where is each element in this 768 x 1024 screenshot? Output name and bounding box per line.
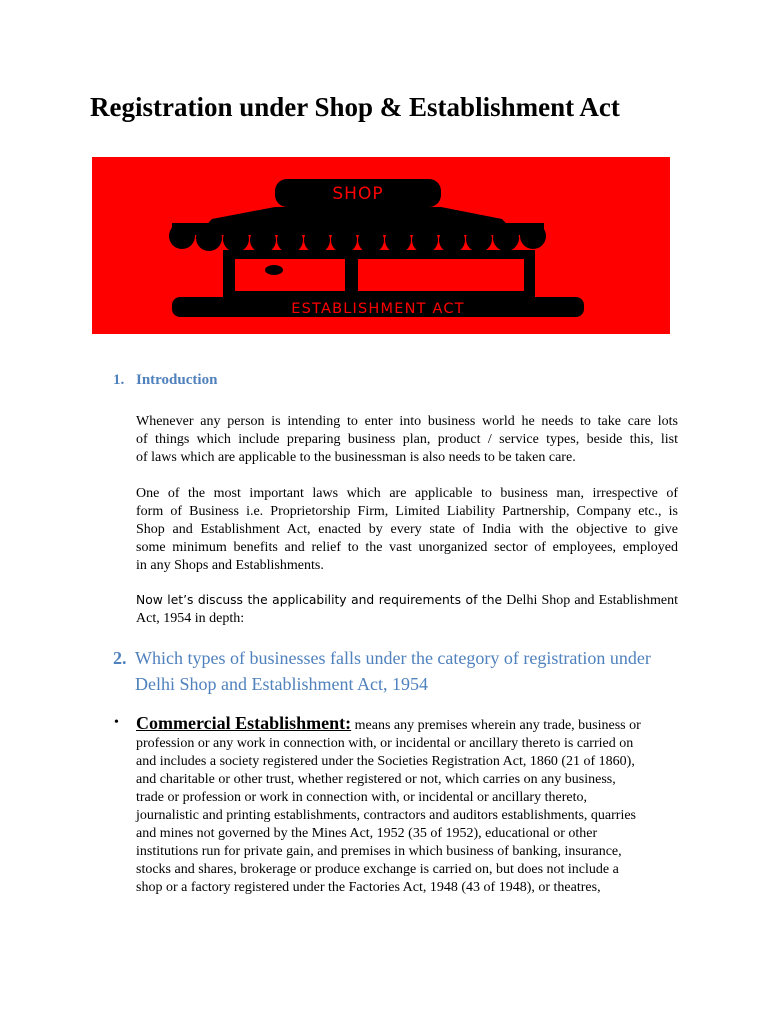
paragraph-line	[136, 591, 678, 610]
section-2-title	[135, 645, 695, 697]
bullet-line: stocks and shares, brokerage or produce exchange is carried on, but does not include a	[136, 862, 619, 877]
paragraph-line: Shop and Establishment Act, enacted by every state of India with the objective to give	[136, 522, 678, 537]
paragraph-line: Whenever any person is intending to enter into business world he needs to take care lots	[136, 414, 678, 429]
bullet-line: and includes a society registered under the Societies Registration Act, 1860 (21 of 1860),	[136, 754, 635, 769]
intro-paragraph-3	[136, 591, 678, 628]
intro-paragraph-1	[136, 413, 678, 467]
paragraph-line: of laws which are applicable to the businessman is also needs to be taken care.	[136, 450, 576, 465]
bullet-line: journalistic and printing establishments, contractors and auditors establishments, quarries	[136, 808, 637, 823]
banner-line1: SHOP	[332, 184, 384, 204]
shop-establishment-banner	[92, 157, 670, 334]
bullet-line: and mines not governed by the Mines Act, 1952 (35 of 1952), educational or other	[136, 826, 598, 841]
bullet-line: and charitable or other trust, whether registered or not, which carries on any business,	[136, 772, 616, 787]
paragraph-line: Act, 1954 in depth:	[136, 611, 245, 626]
paragraph-line-part: Now let’s discuss the applicability and requirements of the	[136, 593, 503, 607]
paragraph-line: some minimum benefits and relief to the vast unorganized sector of employees, employed	[136, 540, 678, 555]
paragraph-line: form of Business i.e. Proprietorship Firm, Limited Liability Partnership, Company etc., is	[136, 504, 678, 519]
section-2-title-line: Which types of businesses falls under the category of registration under	[135, 648, 651, 668]
paragraph-line: One of the most important laws which are applicable to business man, irrespective of	[136, 486, 678, 501]
bullet-term: Commercial Establishment:	[136, 713, 352, 733]
section-2-number: 2.	[113, 648, 127, 668]
bullet-line: institutions run for private gain, and premises in which business of banking, insurance,	[136, 844, 622, 859]
bullet-line: trade or profession or work in connection with, or incidental or ancillary thereto,	[136, 790, 587, 805]
banner-line3: ESTABLISHMENT ACT	[291, 301, 465, 317]
paragraph-line: of things which include preparing business plan, product / service types, beside this, list	[136, 432, 678, 447]
section-1-title: Introduction	[136, 372, 218, 388]
paragraph-line-part: Delhi Shop and Establishment	[502, 593, 678, 608]
bullet-line: shop or a factory registered under the Factories Act, 1948 (43 of 1948), or theatres,	[136, 880, 601, 895]
section-1-heading	[113, 372, 217, 389]
bullet-line: profession or any work in connection with, or incidental or ancillary thereto is carried on	[136, 736, 634, 751]
bullet-marker: •	[114, 715, 119, 730]
bullet-first-line	[136, 714, 678, 735]
shop-storefront-icon	[92, 157, 670, 334]
intro-paragraph-2	[136, 485, 678, 575]
section-1-number: 1.	[113, 372, 125, 388]
paragraph-line: in any Shops and Establishments.	[136, 558, 324, 573]
page-title: Registration under Shop & Establishment Act	[90, 92, 620, 122]
section-2-title-line: Delhi Shop and Establishment Act, 1954	[135, 674, 428, 694]
bullet-text: means any premises wherein any trade, business or	[351, 718, 641, 733]
commercial-establishment-item	[136, 714, 678, 897]
